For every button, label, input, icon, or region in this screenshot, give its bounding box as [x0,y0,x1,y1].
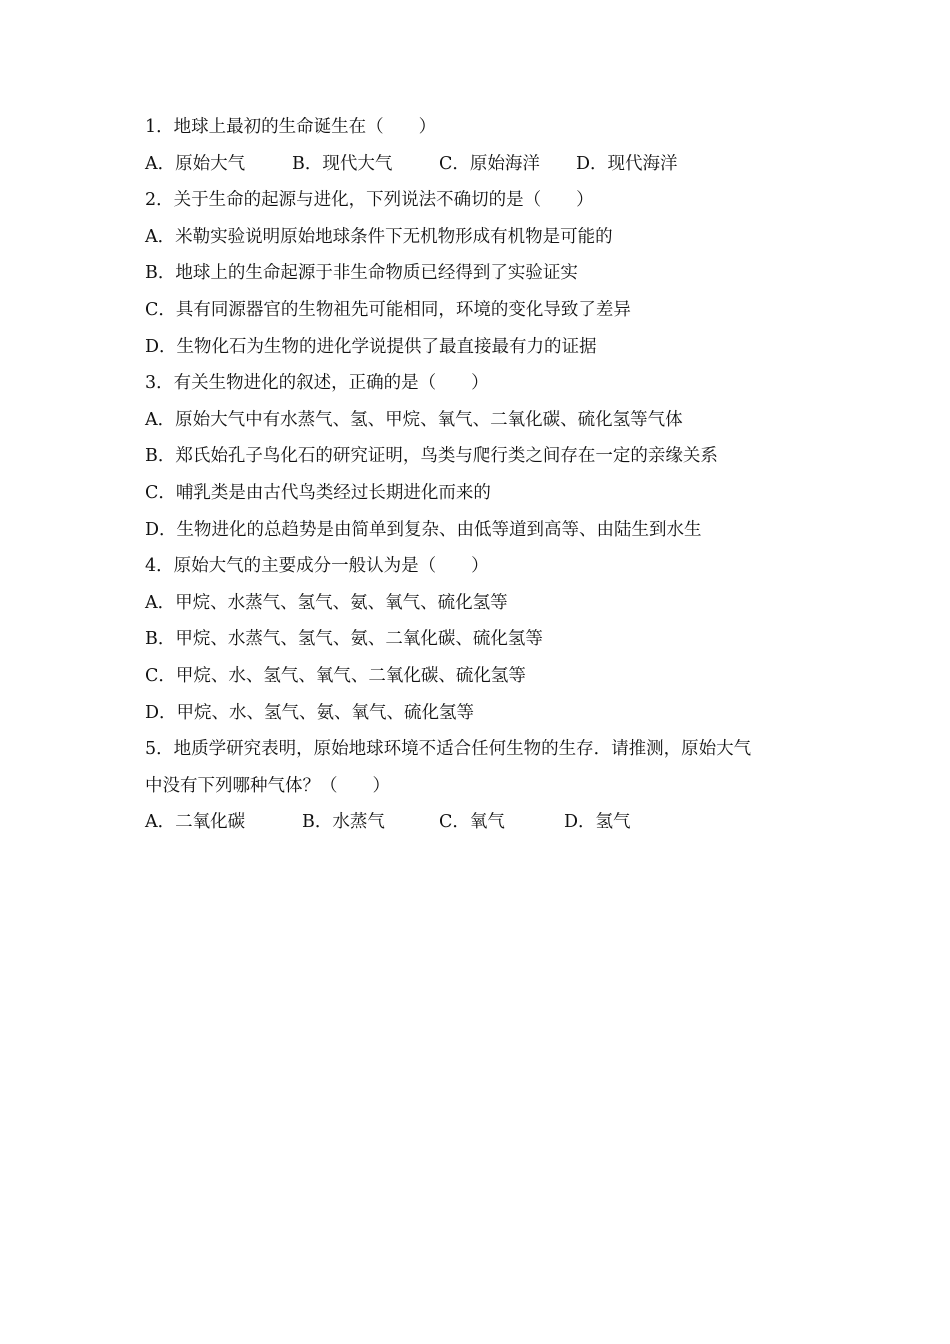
question-4 [145,548,825,731]
question-2-option-a: A．米勒实验说明原始地球条件下无机物形成有机物是可能的 [145,226,613,247]
question-2-option-d: D．生物化石为生物的进化学说提供了最直接最有力的证据 [145,336,597,357]
question-5-option-d: D．氢气 [564,812,631,833]
question-3-stem: 3．有关生物进化的叙述，正确的是（ ） [145,373,489,394]
question-1-stem: 1．地球上最初的生命诞生在（ ） [145,117,437,137]
question-2-stem: 2．关于生命的起源与进化，下列说法不确切的是（ ） [145,190,594,211]
question-1-option-c: C．原始海洋 [439,153,540,174]
question-4-option-b: B．甲烷、水蒸气、氢气、氨、二氧化碳、硫化氢等 [145,629,543,650]
question-5-option-a: A．二氧化碳 [145,812,246,833]
question-4-option-d: D．甲烷、水、氢气、氨、氧气、硫化氢等 [145,702,475,723]
question-5-option-c: C．氧气 [439,812,505,833]
question-4-option-a: A．甲烷、水蒸气、氢气、氨、氧气、硫化氢等 [145,592,508,613]
question-3 [145,365,825,548]
question-3-option-c: C．哺乳类是由古代鸟类经过长期进化而来的 [145,482,491,503]
document-body [145,109,825,841]
question-5-option-b: B．水蒸气 [302,812,385,833]
question-3-option-d: D．生物进化的总趋势是由简单到复杂、由低等道到高等、由陆生到水生 [145,519,702,540]
question-2-option-b: B．地球上的生命起源于非生命物质已经得到了实验证实 [145,263,578,284]
question-2 [145,182,825,365]
question-1-option-a: A．原始大气 [145,153,246,174]
question-4-stem: 4．原始大气的主要成分一般认为是（ ） [145,556,489,577]
question-1 [145,109,825,182]
question-1-options [145,146,825,183]
question-3-option-b: B．郑氏始孔子鸟化石的研究证明，鸟类与爬行类之间存在一定的亲缘关系 [145,446,718,467]
question-5 [145,731,825,841]
question-4-option-c: C．甲烷、水、氢气、氧气、二氧化碳、硫化氢等 [145,665,526,686]
question-1-option-d: D．现代海洋 [576,153,678,174]
question-2-option-c: C．具有同源器官的生物祖先可能相同，环境的变化导致了差异 [145,299,631,320]
question-3-option-a: A．原始大气中有水蒸气、氢、甲烷、氧气、二氧化碳、硫化氢等气体 [145,409,683,430]
question-5-options [145,804,825,841]
question-5-stem-line-1: 5．地质学研究表明，原始地球环境不适合任何生物的生存．请推测，原始大气 [145,739,752,760]
question-5-stem-line-2: 中没有下列哪种气体？（ ） [145,775,390,796]
question-1-option-b: B．现代大气 [292,153,393,174]
